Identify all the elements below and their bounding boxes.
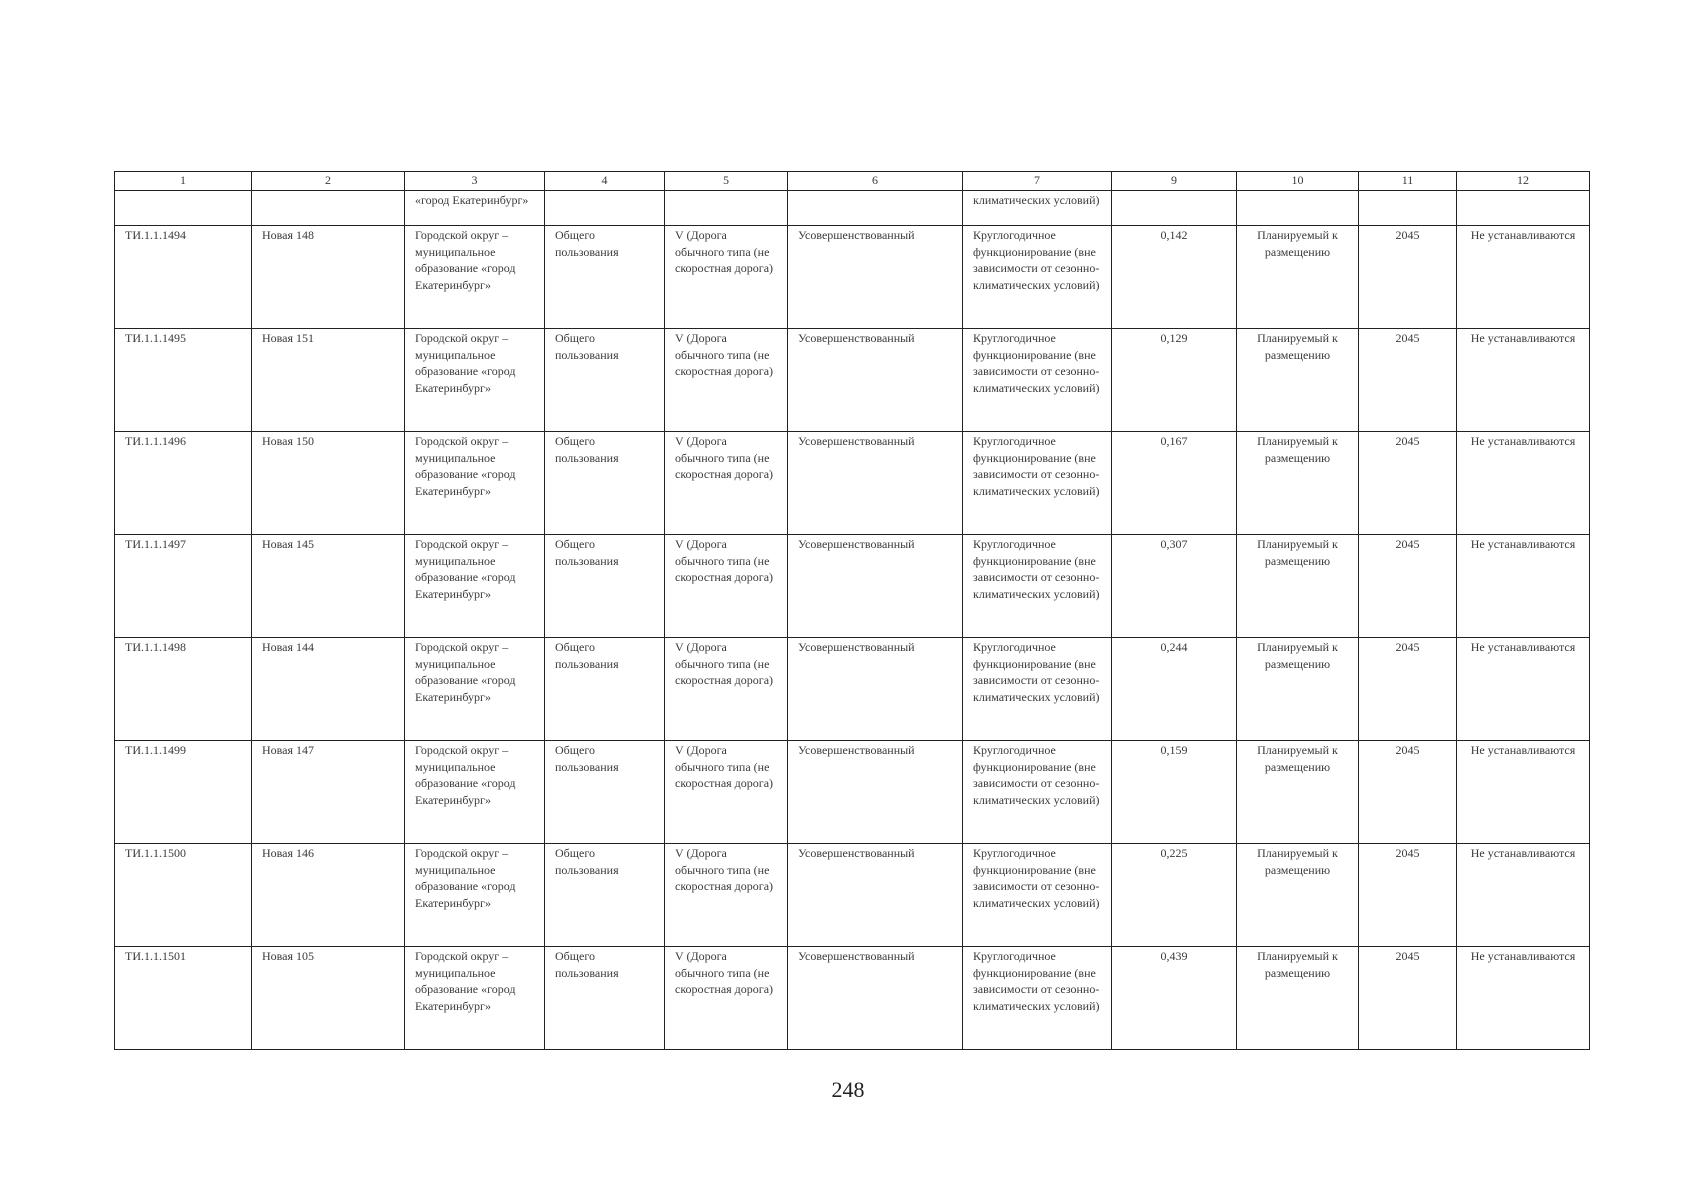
table-cell [1457,191,1590,226]
table-cell: ТИ.1.1.1494 [115,226,252,329]
column-header: 10 [1237,172,1359,191]
column-header: 2 [252,172,405,191]
table-cell [252,191,405,226]
table-cell: V (Дорога обычного типа (не скоростная дорога) [665,741,788,844]
table-cell: Городской округ – муниципальное образование «город Екатеринбург» [405,535,545,638]
column-header: 12 [1457,172,1590,191]
table-cell: Усовершенствованный [788,329,963,432]
table-cell: Не устанавливаются [1457,226,1590,329]
table-cell: Городской округ – муниципальное образование «город Екатеринбург» [405,844,545,947]
table-cell: ТИ.1.1.1496 [115,432,252,535]
table-cell: 0,159 [1112,741,1237,844]
table-cell: V (Дорога обычного типа (не скоростная дорога) [665,844,788,947]
table-cell: Не устанавливаются [1457,741,1590,844]
table-cell: Новая 145 [252,535,405,638]
table-cell: Общего пользования [545,947,665,1050]
column-header: 11 [1359,172,1457,191]
table-cell: 2045 [1359,741,1457,844]
table-cell: «город Екатеринбург» [405,191,545,226]
table-cell: Не устанавливаются [1457,638,1590,741]
table-cell: Общего пользования [545,226,665,329]
table-cell: Круглогодичное функционирование (вне зависимости от сезонно-климатических условий) [963,535,1112,638]
table-cell: 2045 [1359,638,1457,741]
table-cell: Городской округ – муниципальное образование «город Екатеринбург» [405,432,545,535]
page-number: 248 [831,1077,865,1102]
table-cell: Общего пользования [545,741,665,844]
table-row [115,741,1590,844]
table-cell: 2045 [1359,844,1457,947]
table-cell: Городской округ – муниципальное образование «город Екатеринбург» [405,741,545,844]
table-cell: 0,439 [1112,947,1237,1050]
table-cell: Планируемый к размещению [1237,844,1359,947]
table-cell: Усовершенствованный [788,535,963,638]
table-cell: Усовершенствованный [788,947,963,1050]
table-cell: ТИ.1.1.1497 [115,535,252,638]
table-cell [545,191,665,226]
table-cell: 0,244 [1112,638,1237,741]
column-header: 3 [405,172,545,191]
table-cell: Общего пользования [545,329,665,432]
continuation-row [115,191,1590,226]
table-cell: ТИ.1.1.1498 [115,638,252,741]
table-cell: Городской округ – муниципальное образование «город Екатеринбург» [405,226,545,329]
column-header: 9 [1112,172,1237,191]
table-cell: Городской округ – муниципальное образование «город Екатеринбург» [405,329,545,432]
table-cell: 2045 [1359,329,1457,432]
column-header: 7 [963,172,1112,191]
table-cell: Планируемый к размещению [1237,432,1359,535]
table-row [115,638,1590,741]
table-cell: Новая 147 [252,741,405,844]
table-cell: Усовершенствованный [788,844,963,947]
table-cell: ТИ.1.1.1495 [115,329,252,432]
table-cell: Круглогодичное функционирование (вне зависимости от сезонно-климатических условий) [963,741,1112,844]
table-cell [1237,191,1359,226]
column-header: 1 [115,172,252,191]
table-cell: 0,225 [1112,844,1237,947]
table-cell: Новая 146 [252,844,405,947]
table-cell: Новая 105 [252,947,405,1050]
table-cell: Круглогодичное функционирование (вне зависимости от сезонно-климатических условий) [963,226,1112,329]
table-cell: Усовершенствованный [788,638,963,741]
table-cell: V (Дорога обычного типа (не скоростная дорога) [665,329,788,432]
table-row [115,329,1590,432]
table-cell: Круглогодичное функционирование (вне зависимости от сезонно-климатических условий) [963,844,1112,947]
table-cell: 0,129 [1112,329,1237,432]
table-cell: Не устанавливаются [1457,329,1590,432]
table-cell: Планируемый к размещению [1237,226,1359,329]
table-cell: Не устанавливаются [1457,844,1590,947]
table-cell: климатических условий) [963,191,1112,226]
table-cell: Усовершенствованный [788,226,963,329]
table-cell: 0,142 [1112,226,1237,329]
table-cell: 2045 [1359,535,1457,638]
table-cell: Новая 150 [252,432,405,535]
table-cell: 2045 [1359,947,1457,1050]
table-cell: Новая 148 [252,226,405,329]
table-cell: Планируемый к размещению [1237,329,1359,432]
table-cell: Новая 144 [252,638,405,741]
table-cell: Планируемый к размещению [1237,741,1359,844]
table-cell: Круглогодичное функционирование (вне зависимости от сезонно-климатических условий) [963,329,1112,432]
column-header: 6 [788,172,963,191]
table-cell: 0,167 [1112,432,1237,535]
table-cell: ТИ.1.1.1499 [115,741,252,844]
table-cell: 2045 [1359,432,1457,535]
table-cell: 2045 [1359,226,1457,329]
table-cell: V (Дорога обычного типа (не скоростная дорога) [665,638,788,741]
table-cell [665,191,788,226]
table-cell: Общего пользования [545,638,665,741]
table-cell: Круглогодичное функционирование (вне зависимости от сезонно-климатических условий) [963,638,1112,741]
table-cell: Не устанавливаются [1457,535,1590,638]
table-cell: V (Дорога обычного типа (не скоростная дорога) [665,226,788,329]
table-cell: Общего пользования [545,844,665,947]
table-cell: Усовершенствованный [788,741,963,844]
table-row [115,226,1590,329]
table-cell [1112,191,1237,226]
table-cell: Не устанавливаются [1457,432,1590,535]
table-cell: Новая 151 [252,329,405,432]
table-cell: 0,307 [1112,535,1237,638]
table-cell: Общего пользования [545,535,665,638]
table-cell [1359,191,1457,226]
table-row [115,844,1590,947]
header-row [115,172,1590,191]
table-cell: V (Дорога обычного типа (не скоростная дорога) [665,535,788,638]
table-cell: Усовершенствованный [788,432,963,535]
table-row [115,947,1590,1050]
table-cell: Городской округ – муниципальное образование «город Екатеринбург» [405,947,545,1050]
table-cell [788,191,963,226]
table-cell: ТИ.1.1.1500 [115,844,252,947]
column-header: 5 [665,172,788,191]
table-cell [115,191,252,226]
column-header: 4 [545,172,665,191]
table-row [115,535,1590,638]
table-cell: Городской округ – муниципальное образование «город Екатеринбург» [405,638,545,741]
table-cell: Планируемый к размещению [1237,638,1359,741]
table-cell: V (Дорога обычного типа (не скоростная дорога) [665,432,788,535]
table-cell: V (Дорога обычного типа (не скоростная дорога) [665,947,788,1050]
table-cell: Не устанавливаются [1457,947,1590,1050]
table-cell: Планируемый к размещению [1237,535,1359,638]
table-cell: ТИ.1.1.1501 [115,947,252,1050]
table-cell: Общего пользования [545,432,665,535]
table-cell: Планируемый к размещению [1237,947,1359,1050]
road-register-table [114,171,1590,1050]
table-cell: Круглогодичное функционирование (вне зависимости от сезонно-климатических условий) [963,432,1112,535]
table-row [115,432,1590,535]
table-cell: Круглогодичное функционирование (вне зависимости от сезонно-климатических условий) [963,947,1112,1050]
